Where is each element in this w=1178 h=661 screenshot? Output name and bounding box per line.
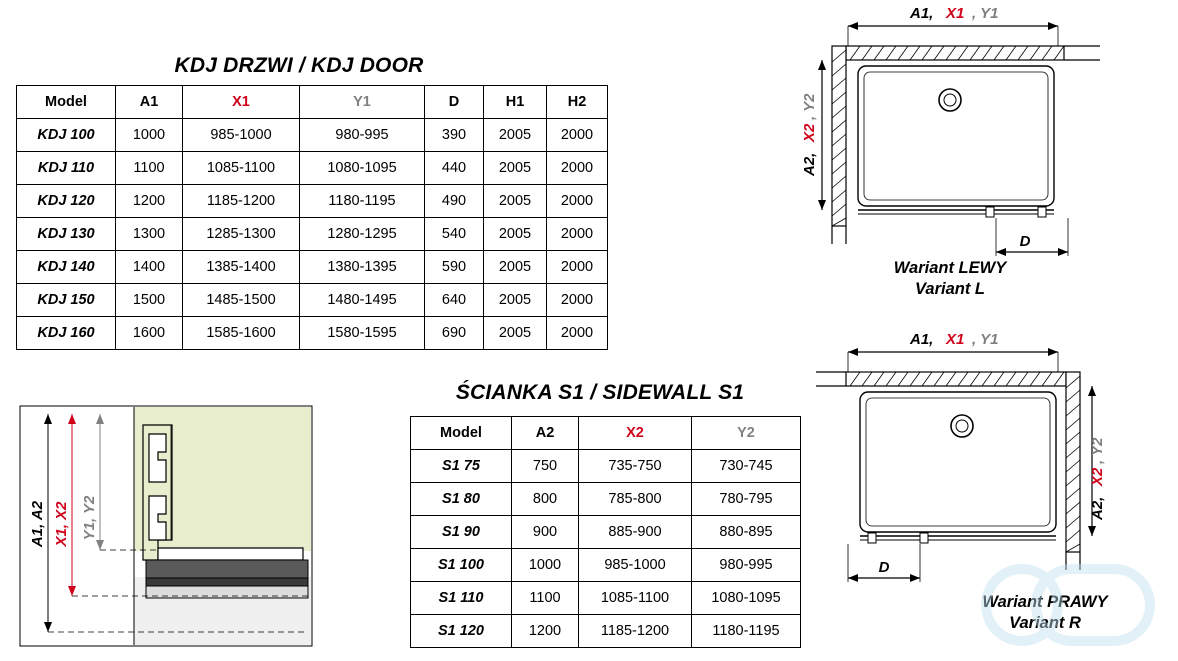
kdj-col-x1: X1 xyxy=(183,86,300,119)
profile-label-y: Y1, Y2 xyxy=(81,495,98,541)
s1-col-y2: Y2 xyxy=(692,417,801,450)
cell-model: KDJ 150 xyxy=(17,284,116,317)
kdj-table-container xyxy=(16,85,608,350)
kdj-col-a1: A1 xyxy=(116,86,183,119)
cell-model: S1 100 xyxy=(411,549,512,582)
cell-x2: 1085-1100 xyxy=(579,582,692,615)
table-row xyxy=(411,549,801,582)
kdj-table-title: KDJ DRZWI / KDJ DOOR xyxy=(174,54,424,77)
cell-h2: 2000 xyxy=(547,119,608,152)
cell-y2: 1080-1095 xyxy=(692,582,801,615)
variant-left-caption xyxy=(800,258,1100,299)
variant-right-drawing xyxy=(800,330,1172,635)
cell-d: 490 xyxy=(425,185,484,218)
cell-model: KDJ 130 xyxy=(17,218,116,251)
cell-h2: 2000 xyxy=(547,218,608,251)
cell-y1: 980-995 xyxy=(300,119,425,152)
table-row xyxy=(17,251,608,284)
s1-col-model: Model xyxy=(411,417,512,450)
cell-a1: 1300 xyxy=(116,218,183,251)
s1-col-x2: X2 xyxy=(579,417,692,450)
cell-x1: 1485-1500 xyxy=(183,284,300,317)
kdj-col-h2: H2 xyxy=(547,86,608,119)
variant-right-side-dim-a2: A2, xyxy=(1089,496,1106,520)
cell-x1: 1285-1300 xyxy=(183,218,300,251)
cell-h1: 2005 xyxy=(484,317,547,350)
profile-label-x: X1, X2 xyxy=(53,501,70,547)
cell-model: S1 90 xyxy=(411,516,512,549)
cell-a2: 800 xyxy=(512,483,579,516)
cell-y2: 780-795 xyxy=(692,483,801,516)
variant-right-top-dim-x1: X1 xyxy=(946,331,965,348)
variant-left-caption-pl: Wariant LEWY xyxy=(893,259,1007,277)
profile-label-a: A1, A2 xyxy=(29,500,46,548)
cell-x1: 985-1000 xyxy=(183,119,300,152)
cell-a1: 1400 xyxy=(116,251,183,284)
cell-a1: 1000 xyxy=(116,119,183,152)
variant-right-caption-en: Variant R xyxy=(1009,613,1081,632)
variant-right-depth-dim: D xyxy=(878,559,890,576)
variant-left-depth-dim: D xyxy=(1019,233,1031,250)
table-row xyxy=(411,450,801,483)
cell-x1: 1185-1200 xyxy=(183,185,300,218)
cell-d: 690 xyxy=(425,317,484,350)
variant-left-caption-en: Variant L xyxy=(915,279,985,298)
cell-h2: 2000 xyxy=(547,317,608,350)
cell-a2: 900 xyxy=(512,516,579,549)
cell-x2: 1185-1200 xyxy=(579,615,692,648)
table-row xyxy=(411,582,801,615)
cell-y2: 880-895 xyxy=(692,516,801,549)
cell-model: KDJ 110 xyxy=(17,152,116,185)
cell-y1: 1580-1595 xyxy=(300,317,425,350)
table-header-row xyxy=(17,86,608,119)
cell-d: 540 xyxy=(425,218,484,251)
cell-y2: 1180-1195 xyxy=(692,615,801,648)
variant-right-caption-pl: Wariant PRAWY xyxy=(982,593,1108,611)
cell-x2: 785-800 xyxy=(579,483,692,516)
cell-y1: 1480-1495 xyxy=(300,284,425,317)
table-row xyxy=(17,119,608,152)
kdj-table xyxy=(16,85,608,350)
cell-model: KDJ 140 xyxy=(17,251,116,284)
cell-x1: 1385-1400 xyxy=(183,251,300,284)
table-row xyxy=(411,615,801,648)
variant-left-top-dim-y1: , Y1 xyxy=(972,5,999,22)
table-row xyxy=(411,516,801,549)
cell-a2: 750 xyxy=(512,450,579,483)
cell-a1: 1500 xyxy=(116,284,183,317)
cell-d: 440 xyxy=(425,152,484,185)
cell-d: 640 xyxy=(425,284,484,317)
cell-model: S1 110 xyxy=(411,582,512,615)
variant-left-top-dim-a1: A1, xyxy=(910,5,934,22)
table-row xyxy=(17,218,608,251)
s1-col-a2: A2 xyxy=(512,417,579,450)
cell-y1: 1280-1295 xyxy=(300,218,425,251)
cell-h2: 2000 xyxy=(547,284,608,317)
cell-h2: 2000 xyxy=(547,185,608,218)
cell-model: KDJ 120 xyxy=(17,185,116,218)
s1-table-title: ŚCIANKA S1 / SIDEWALL S1 xyxy=(455,381,745,404)
kdj-col-y1: Y1 xyxy=(300,86,425,119)
variant-right-top-dim-a1: A1, xyxy=(910,331,934,348)
kdj-col-model: Model xyxy=(17,86,116,119)
table-header-row xyxy=(411,417,801,450)
variant-right-top-dim-y1: , Y1 xyxy=(972,331,999,348)
table-row xyxy=(17,317,608,350)
kdj-col-h1: H1 xyxy=(484,86,547,119)
cell-y1: 1080-1095 xyxy=(300,152,425,185)
profile-section-drawing xyxy=(8,400,318,657)
cell-x2: 985-1000 xyxy=(579,549,692,582)
cell-x2: 885-900 xyxy=(579,516,692,549)
cell-x1: 1085-1100 xyxy=(183,152,300,185)
cell-y1: 1180-1195 xyxy=(300,185,425,218)
variant-left-side-dim-a2: A2, xyxy=(801,152,818,176)
cell-a2: 1100 xyxy=(512,582,579,615)
variant-right-side-dim-x2: X2 xyxy=(1089,467,1106,486)
variant-right-caption xyxy=(930,592,1160,633)
cell-model: KDJ 100 xyxy=(17,119,116,152)
cell-h1: 2005 xyxy=(484,185,547,218)
kdj-col-d: D xyxy=(425,86,484,119)
cell-h2: 2000 xyxy=(547,152,608,185)
cell-model: S1 80 xyxy=(411,483,512,516)
cell-h1: 2005 xyxy=(484,284,547,317)
cell-h1: 2005 xyxy=(484,152,547,185)
s1-table-container xyxy=(410,416,801,648)
cell-model: KDJ 160 xyxy=(17,317,116,350)
variant-left-top-dim-x1: X1 xyxy=(946,5,965,22)
cell-a2: 1000 xyxy=(512,549,579,582)
cell-y2: 730-745 xyxy=(692,450,801,483)
variant-left-side-dim-y2: , Y2 xyxy=(801,93,818,120)
table-row xyxy=(411,483,801,516)
cell-x1: 1585-1600 xyxy=(183,317,300,350)
cell-x2: 735-750 xyxy=(579,450,692,483)
cell-model: S1 75 xyxy=(411,450,512,483)
cell-h1: 2005 xyxy=(484,251,547,284)
variant-right-side-dim-y2: , Y2 xyxy=(1089,437,1106,464)
cell-h1: 2005 xyxy=(484,218,547,251)
cell-a1: 1200 xyxy=(116,185,183,218)
table-row xyxy=(17,284,608,317)
table-row xyxy=(17,185,608,218)
s1-table xyxy=(410,416,801,648)
cell-a1: 1600 xyxy=(116,317,183,350)
cell-y1: 1380-1395 xyxy=(300,251,425,284)
cell-h2: 2000 xyxy=(547,251,608,284)
table-row xyxy=(17,152,608,185)
cell-d: 590 xyxy=(425,251,484,284)
cell-a1: 1100 xyxy=(116,152,183,185)
variant-left-side-dim-x2: X2 xyxy=(801,123,818,142)
cell-model: S1 120 xyxy=(411,615,512,648)
cell-a2: 1200 xyxy=(512,615,579,648)
cell-h1: 2005 xyxy=(484,119,547,152)
cell-d: 390 xyxy=(425,119,484,152)
cell-y2: 980-995 xyxy=(692,549,801,582)
